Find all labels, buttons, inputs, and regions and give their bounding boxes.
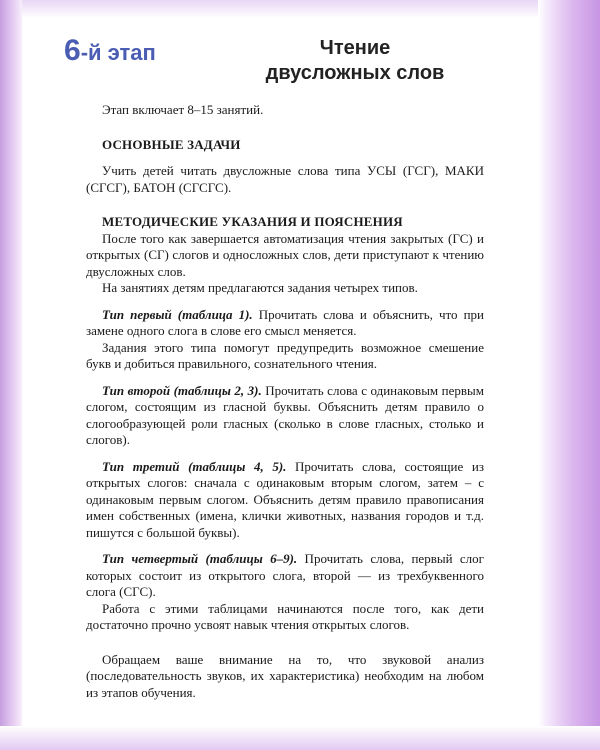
type-1-note: Задания этого типа помогут предупредить возможное смешение букв и добиться правильного, сознательного чтения.	[86, 339, 484, 371]
closing-paragraph: Обращаем ваше внимание на то, что звуковой анализ (последовательность звуков, их характеристика) необходим на любом из этапов обучения.	[86, 651, 484, 700]
tasks-heading: ОСНОВНЫЕ ЗАДАЧИ	[102, 136, 241, 152]
type-4-label: Тип четвертый (таблицы 6–9).	[102, 551, 298, 566]
type-2-paragraph	[86, 383, 484, 449]
type-4-text: Прочитать слова, первый слог которых состоит из открытого слога, второй — из трехбуквенного слога (СГС).	[86, 551, 484, 599]
type-1-paragraph	[86, 307, 484, 340]
work-note: Работа с этими таблицами начинаются после того, как дети достаточно прочно усвоят навык чтения открытых слогов.	[86, 600, 484, 632]
type-2-label: Тип второй (таблицы 2, 3).	[102, 382, 262, 398]
type-3-label: Тип третий (таблицы 4, 5).	[102, 458, 287, 474]
methods-heading: МЕТОДИЧЕСКИЕ УКАЗАНИЯ И ПОЯСНЕНИЯ	[102, 214, 403, 229]
type-4-paragraph	[86, 551, 484, 601]
stage-badge	[64, 34, 156, 68]
type-2-text: Прочитать слова с одинаковым первым слогом, состоящим из гласной буквы. Объяснить детям правило о слогообразующей роли гласных (сколько в слове гласных, столько и слогов).	[86, 382, 484, 447]
methods-paragraph-1: После того как завершается автоматизация чтения закрытых (ГС) и открытых (СГ) слогов и односложных слов, дети приступают к чтению двусложных слов.	[86, 230, 484, 279]
title-line-2: двусложных слов	[265, 62, 445, 84]
type-3-text: Прочитать слова, состоящие из открытых слогов: сначала с одинаковым вторым слогом, затем – с одинаковым первым слогом. Объяснить детям правило правописания имен собственных (имена, клички животных, названия городов и т.д. пишутся с большой буквы).	[86, 458, 484, 540]
stage-number: 6	[64, 34, 81, 67]
title-line-1: Чтение	[319, 37, 391, 59]
type-1-text: Прочитать слова и объяснить, что при замене одного слога в слове его смысл меняется.	[86, 306, 484, 338]
page-border-left	[0, 0, 22, 750]
page-border-right	[538, 0, 600, 750]
intro-text: Этап включает 8–15 занятий.	[102, 102, 264, 117]
page-body	[86, 102, 484, 701]
type-3-paragraph	[86, 459, 484, 542]
tasks-text: Учить детей читать двусложные слова типа УСЫ (ГСГ), МАКИ (СГСГ), БАТОН (СГСГС).	[86, 163, 484, 195]
page-border-bottom	[0, 726, 600, 750]
methods-paragraph-2: На занятиях детям предлагаются задания четырех типов.	[102, 280, 418, 295]
type-1-label: Тип первый (таблица 1).	[102, 306, 253, 322]
stage-word: -й этап	[80, 40, 156, 65]
page-border-top	[0, 0, 600, 18]
page-title	[240, 36, 470, 86]
